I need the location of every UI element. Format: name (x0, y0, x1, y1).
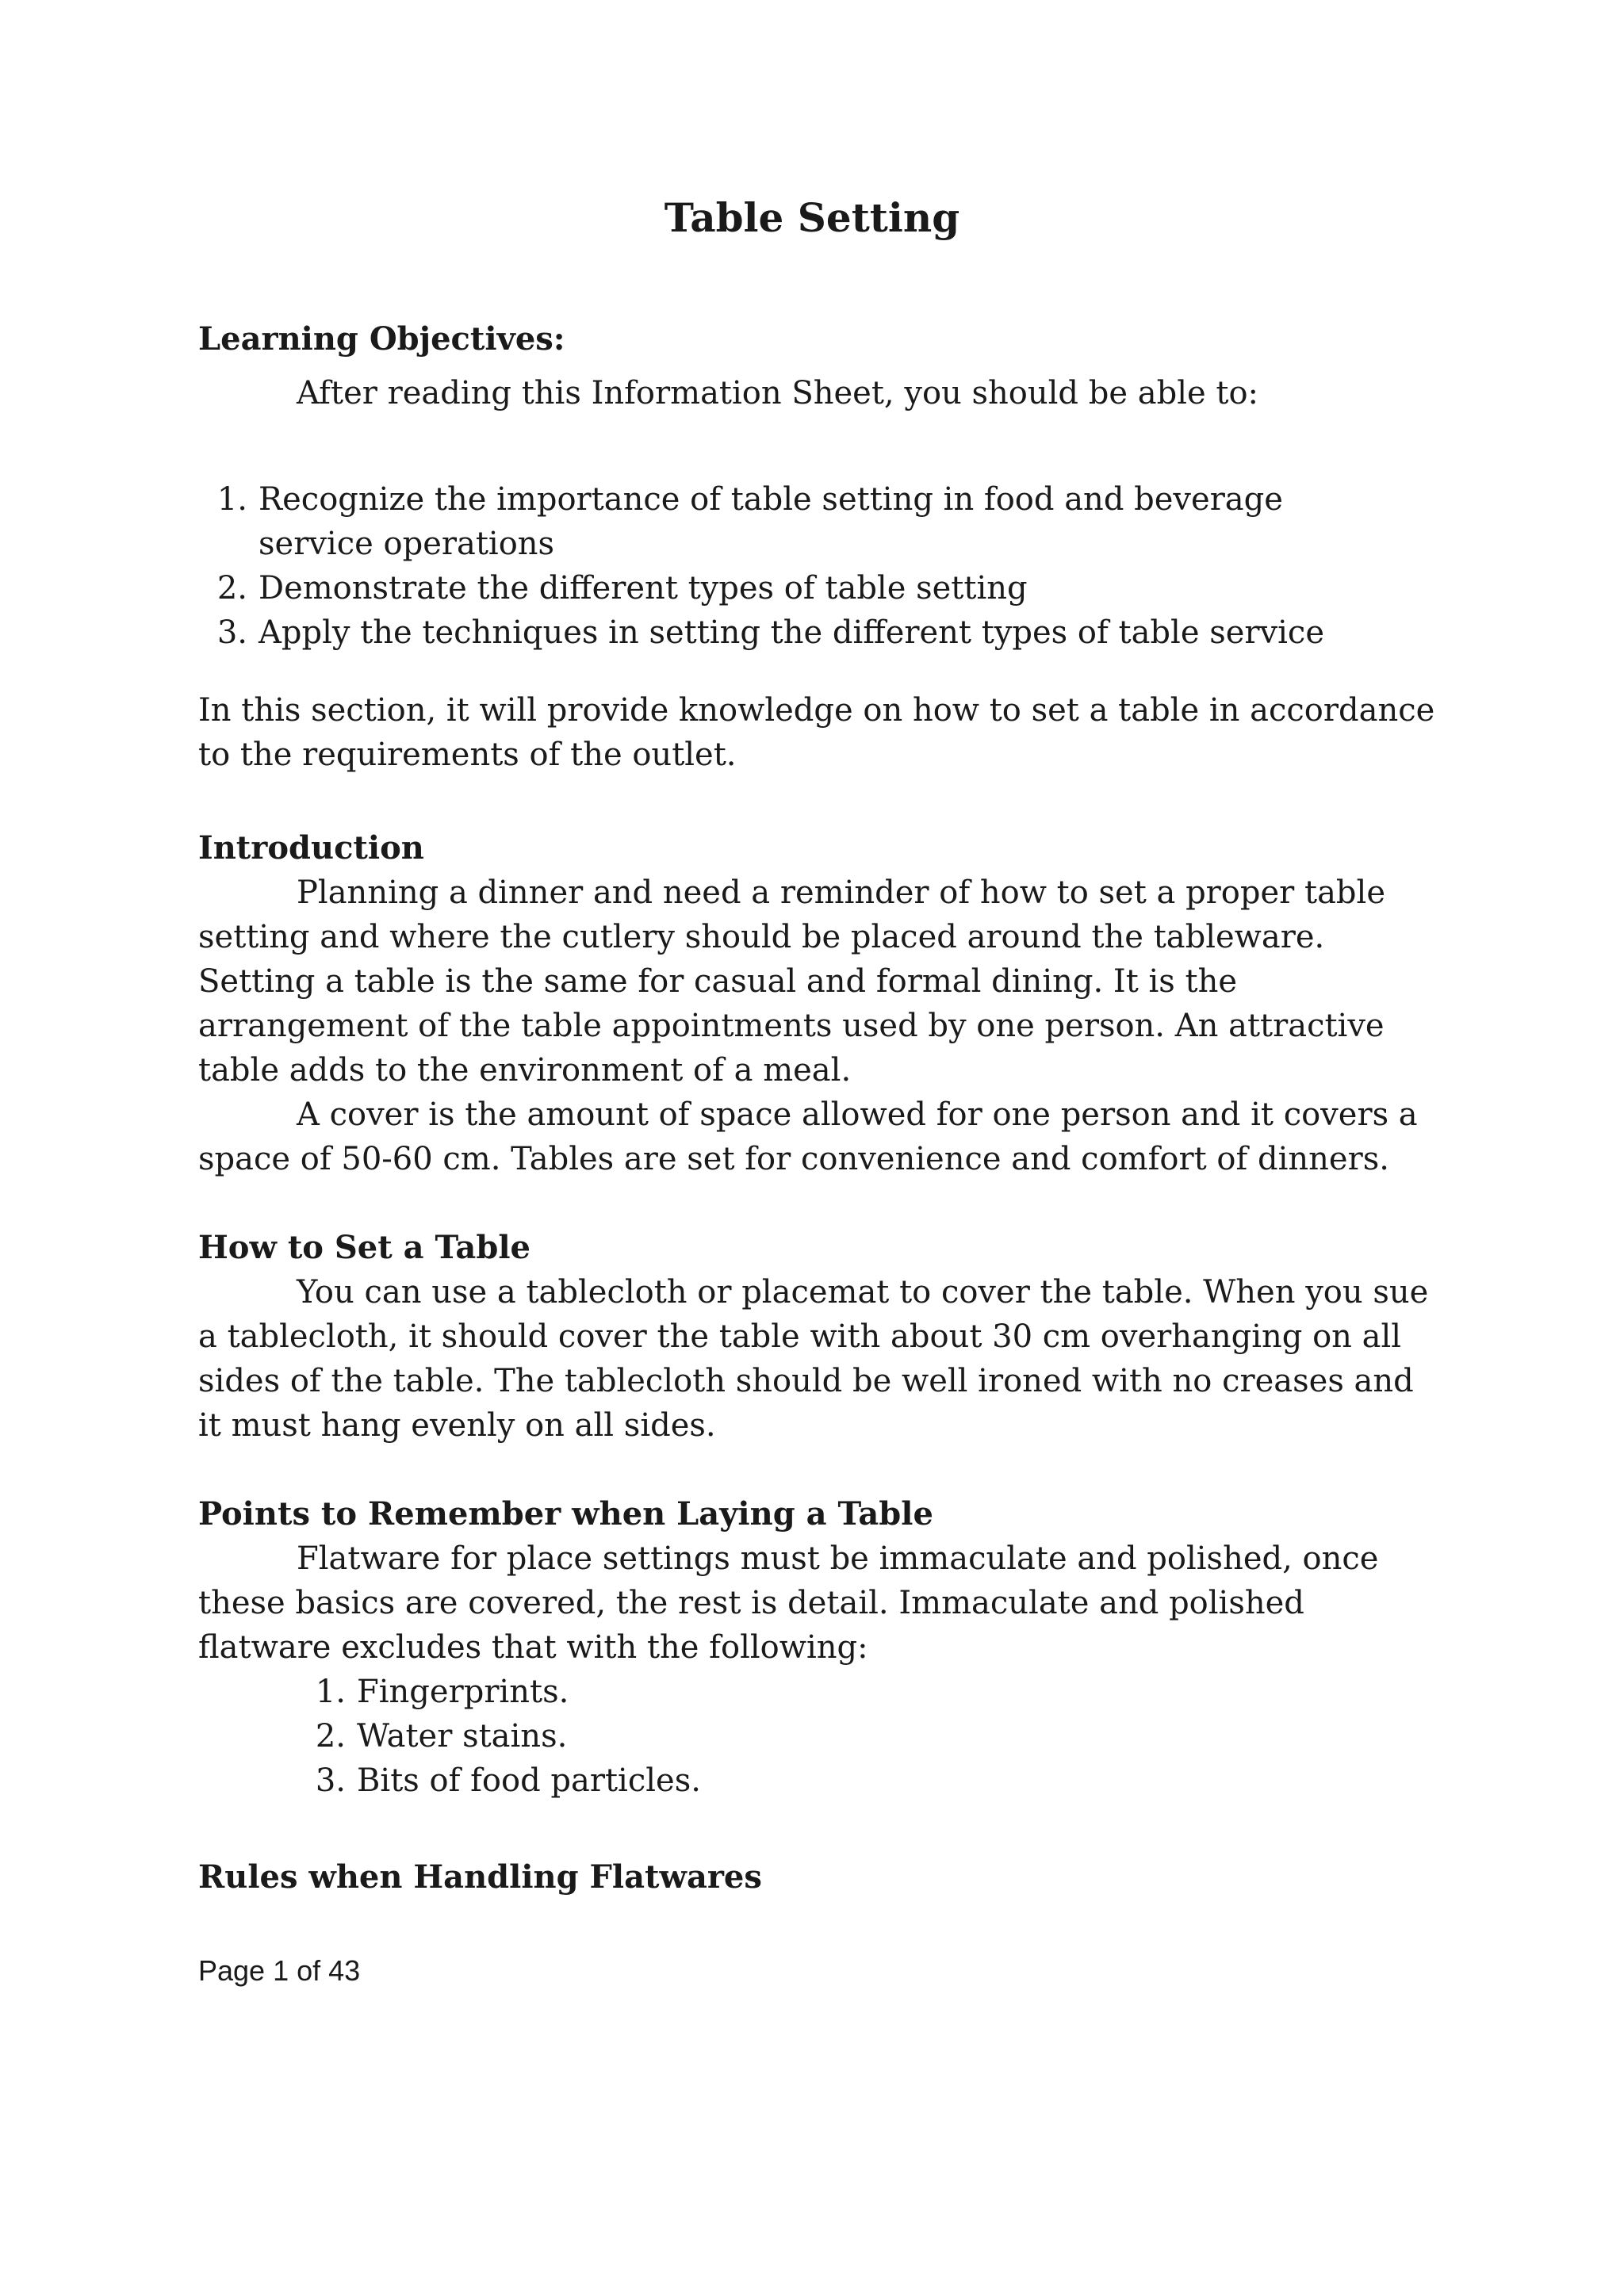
list-item-text: Demonstrate the different types of table setting (259, 570, 1028, 607)
list-item-number: 3. (315, 1762, 346, 1799)
list-item (297, 1714, 701, 1758)
points-list (297, 1670, 701, 1803)
list-item-number: 2. (315, 1718, 346, 1755)
points-heading: Points to Remember when Laying a Table (198, 1495, 933, 1533)
list-item-text: Water stains. (357, 1718, 568, 1755)
learning-objectives-list (198, 477, 1443, 655)
section-intro-paragraph: In this section, it will provide knowledge on how to set a table in accordance to the requirements of the outlet. (198, 692, 1435, 773)
list-item-text: Fingerprints. (357, 1674, 569, 1710)
list-item-number: 3. (216, 614, 247, 651)
page-title: Table Setting (664, 194, 960, 241)
list-item (198, 477, 1443, 566)
list-item (297, 1758, 701, 1803)
list-item-text: Apply the techniques in setting the different types of table service (259, 614, 1325, 651)
learning-objectives-heading: Learning Objectives: (198, 320, 565, 358)
list-item-number: 1. (216, 481, 247, 518)
list-item (297, 1670, 701, 1714)
list-item-text: Bits of food particles. (357, 1762, 701, 1799)
how-to-set-paragraph: You can use a tablecloth or placemat to cover the table. When you sue a tablecloth, it should cover the table with about 30 cm overhanging on all sides of the table. The tablecloth should be well ironed with no creases and it must hang evenly on all sides. (198, 1274, 1429, 1444)
list-item-number: 1. (315, 1674, 346, 1710)
list-item (198, 566, 1443, 610)
learning-objectives-lead: After reading this Information Sheet, you should be able to: (297, 375, 1259, 411)
list-item-text: Recognize the importance of table setting in food and beverage service operations (259, 481, 1283, 562)
list-item-number: 2. (216, 570, 247, 607)
list-item (198, 610, 1443, 655)
introduction-paragraph-2: A cover is the amount of space allowed for one person and it covers a space of 50-60 cm. Tables are set for convenience and comfort of dinners. (198, 1096, 1418, 1177)
introduction-paragraph-1: Planning a dinner and need a reminder of how to set a proper table setting and where the cutlery should be placed around the tableware. Setting a table is the same for casual and formal dining. It is the arrangement of the table appointments used by one person. An attractive table adds to the environment of a meal. (198, 874, 1385, 1089)
introduction-heading: Introduction (198, 829, 424, 867)
how-to-set-heading: How to Set a Table (198, 1229, 530, 1266)
rules-heading: Rules when Handling Flatwares (198, 1858, 762, 1896)
page-number-footer: Page 1 of 43 (198, 1954, 361, 1987)
points-paragraph: Flatware for place settings must be immaculate and polished, once these basics are covered, the rest is detail. Immaculate and polished flatware excludes that with the following: (198, 1540, 1379, 1666)
